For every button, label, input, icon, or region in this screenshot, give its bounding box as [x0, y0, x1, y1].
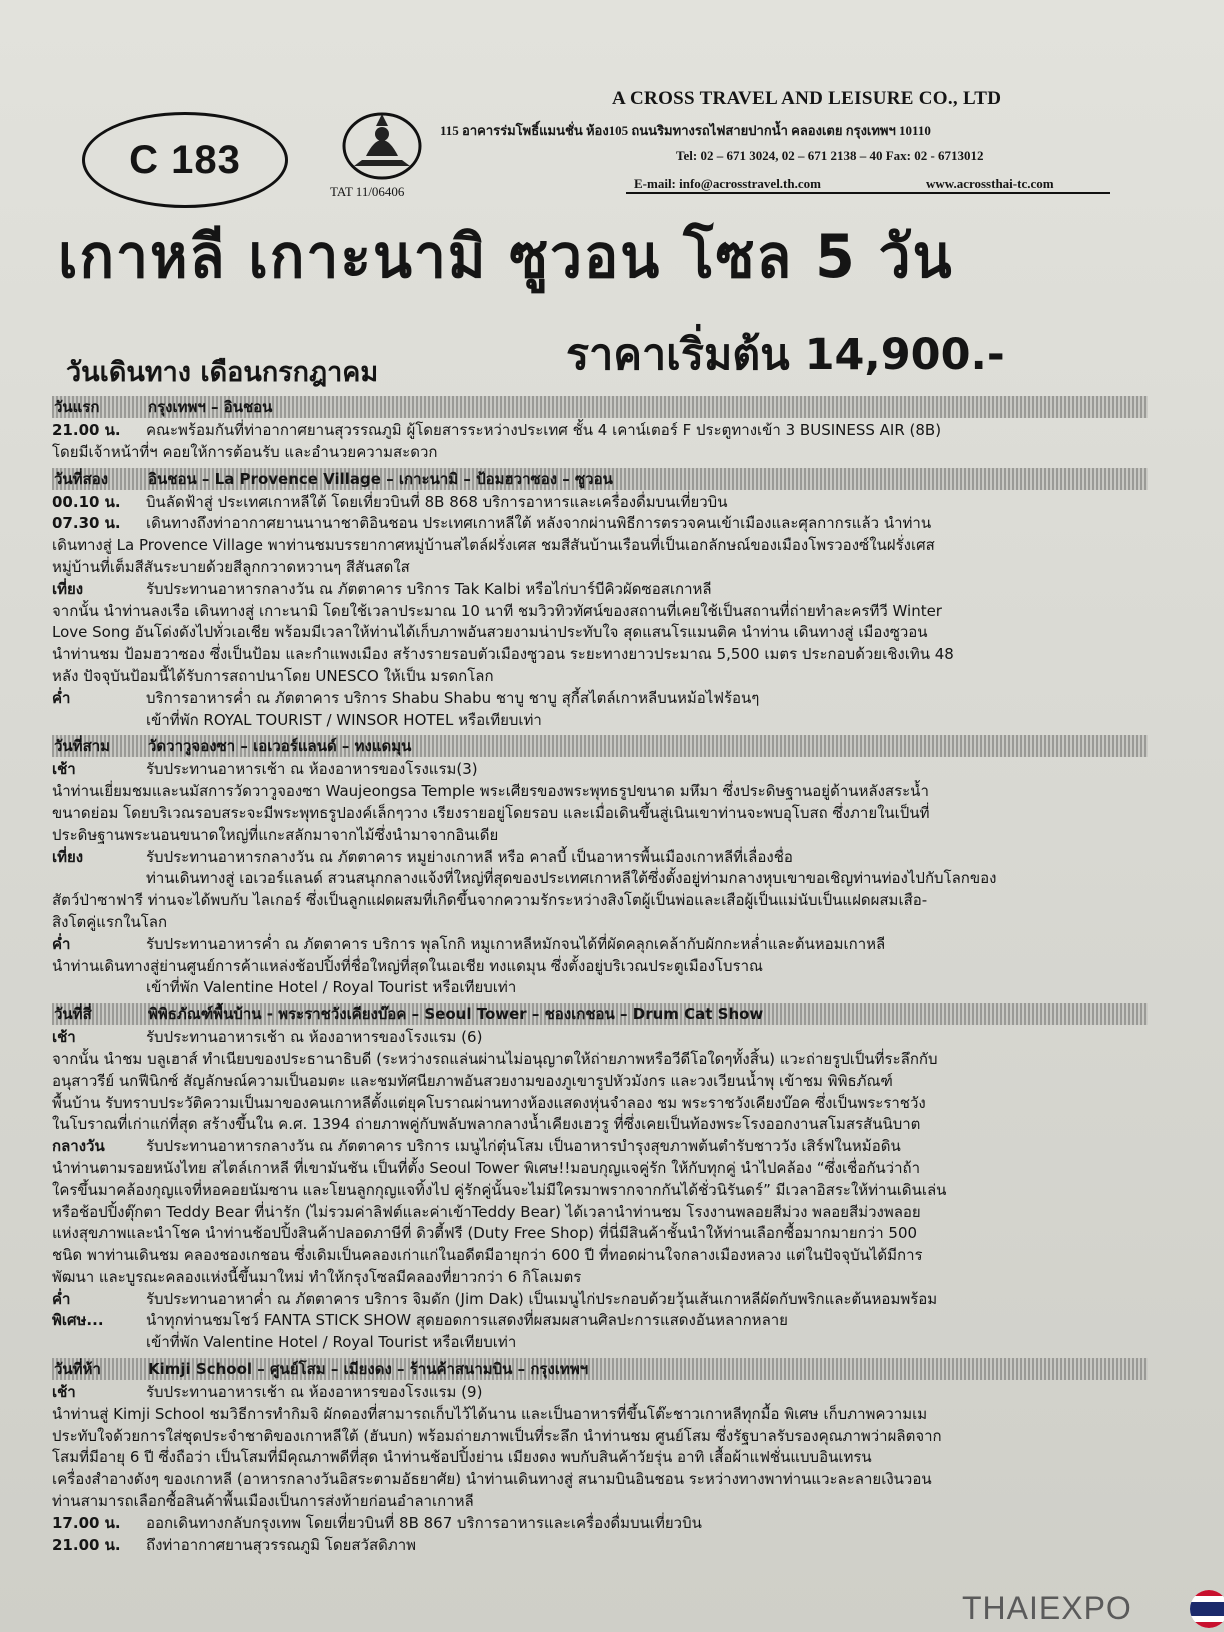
time-label: กลางวัน: [52, 1137, 105, 1156]
line-text: โดยมีเจ้าหน้าที่ฯ คอยให้การต้อนรับ และอำนวยความสะดวก: [52, 442, 438, 461]
line-text: หรือช้อปปิ้งตุ๊กตา Teddy Bear ที่น่ารัก (ไม่รวมค่าลิฟต์และค่าเข้าTeddy Bear) ได้เวลานำท่านชม โรงงานพลอยสีม่วง พลอยสีม่วงพลอย: [52, 1202, 921, 1221]
time-label: 21.00 น.: [52, 421, 121, 439]
time-label: พิเศษ...: [52, 1311, 104, 1330]
line-text: รับประทานอาหารเช้า ณ ห้องอาหารของโรงแรม(3): [146, 760, 478, 779]
line-text: ประดิษฐานพระนอนขนาดใหญ่ที่แกะสลักมาจากไม้ซึ่งนำมาจากอินเดีย: [52, 825, 499, 844]
itinerary-line: [52, 1332, 1148, 1354]
itinerary-line: [52, 1202, 1148, 1224]
line-text: รับประทานอาหารค่ำ ณ ภัตตาคาร บริการ พุลโกกิ หมูเกาหลีหมักจนได้ที่ผัดคลุกเคล้ากับผักกะหล่ำและต้นหอมเกาหลี: [146, 934, 886, 953]
line-text: นำท่านเดินทางสู่ย่านศูนย์การค้าแหล่งช้อปปิ้งที่ชื่อใหญ่ที่สุดในเอเชีย ทงแดมุน ซึ่งตั้งอยู่บริเวณประตูเมืองโบราณ: [52, 956, 763, 975]
day-route: วัดวาวูจองซา – เอเวอร์แลนด์ – ทงแดมุน: [148, 737, 412, 756]
line-text: นำท่านชม ป้อมฮวาซอง ซึ่งเป็นป้อม และกำแพงเมือง สร้างรายรอบตัวเมืองซูวอน ระยะทางยาวประมาณ 5,500 เมตร ประกอบด้วยเชิงเทิน 48: [52, 645, 954, 664]
line-text: ถึงท่าอากาศยานสุวรรณภูมิ โดยสวัสดิภาพ: [146, 1535, 417, 1554]
line-text: จากนั้น นำชม บลูเฮาส์ ทำเนียบของประธานาธิบดี (ระหว่างรถแล่นผ่านไม่อนุญาตให้ถ่ายภาพหรือวีดีโอใดๆทั้งสิ้น) แวะถ่ายรูปเป็นที่ระลึกกับ: [52, 1049, 938, 1068]
itinerary-line: [52, 1513, 1148, 1535]
itinerary-line: [52, 557, 1148, 579]
line-text: รับประทานอาหาค่ำ ณ ภัตตาคาร บริการ จิมดัก (Jim Dak) เป็นเมนูไก่ประกอบด้วยวุ้นเส้นเกาหลีผัดกับพริกและต้นหอมพร้อม: [146, 1289, 938, 1308]
line-text: สัตว์ป่าซาฟารี ท่านจะได้พบกับ ไลเกอร์ ซึ่งเป็นลูกแฝดผสมที่เกิดขึ้นจากความรักระหว่างสิงโตผู้เป็นพ่อและเสือผู้เป็นแม่นับเป็นแฝดผสมเสือ-: [52, 891, 928, 910]
line-text: ท่านสามารถเลือกซื้อสินค้าพื้นเมืองเป็นการส่งท้ายก่อนอำลาเกาหลี: [52, 1492, 474, 1511]
day-header: [52, 1003, 1148, 1025]
company-address: 115 อาคารร่มโพธิ์แมนชั่น ห้อง105 ถนนริมทางรถไฟสายปากน้ำ คลองเตย กรุงเทพฯ 10110: [440, 123, 931, 138]
thai-flag-icon: [1190, 1590, 1224, 1628]
itinerary-line: [52, 644, 1148, 666]
day-name: วันที่สอง: [54, 469, 109, 488]
line-text: เครื่องสำอางดังๆ ของเกาหลี (อาหารกลางวันอิสระตามอัธยาศัย) นำท่านเดินทางสู่ สนามบินอินชอน ระหว่างทางพาท่านแวะละลายเงินวอน: [52, 1470, 932, 1489]
itinerary-line: [52, 934, 1148, 956]
itinerary-line: [52, 442, 1148, 464]
tour-title: เกาหลี เกาะนามิ ซูวอน โซล 5 วัน: [58, 222, 954, 292]
itinerary-line: [52, 1426, 1148, 1448]
day-route: พิพิธภัณฑ์พื้นบ้าน - พระราชวังเคียงบ๊อค – Seoul Tower – ชองเกชอน – Drum Cat Show: [148, 1005, 764, 1024]
itinerary-line: [52, 1158, 1148, 1180]
time-label: เช้า: [52, 1028, 76, 1047]
itinerary-line: [52, 1289, 1148, 1311]
line-text: รับประทานอาหารกลางวัน ณ ภัตตาคาร บริการ Tak Kalbi หรือไก่บาร์บีคิวผัดซอสเกาหลี: [146, 579, 712, 598]
itinerary-line: [52, 977, 1148, 999]
time-label: 17.00 น.: [52, 1513, 121, 1532]
line-text: นำทุกท่านชมโชว์ FANTA STICK SHOW สุดยอดการแสดงที่ผสมผสานศิลปะการแสดงอันหลากหลาย: [146, 1311, 788, 1330]
itinerary-line: [52, 1180, 1148, 1202]
itinerary-line: [52, 890, 1148, 912]
day-name: วันที่ห้า: [54, 1360, 101, 1379]
day-header: [52, 735, 1148, 757]
line-text: พื้นบ้าน รับทราบประวัติความเป็นมาของคนเกาหลีตั้งแต่ยุคโบราณผ่านทางห้องแสดงหุ่นจำลอง ชม พระราชวังเคียงบ๊อค ซึ่งเป็นพระราชวัง: [52, 1093, 926, 1112]
itinerary-line: [52, 492, 1148, 514]
line-text: รับประทานอาหารกลางวัน ณ ภัตตาคาร หมูย่างเกาหลี หรือ คาลบี้ เป็นอาหารพื้นเมืองเกาหลีที่เลื่องชื่อ: [146, 847, 793, 866]
line-text: นำท่านสู่ Kimji School ชมวิธีการทำกิมจิ ผักดองที่สามารถเก็บไว้ได้นาน และเป็นอาหารที่ขึ้นโต๊ะชาวเกาหลีทุกมื้อ พิเศษ เก็บภาพความเม: [52, 1404, 928, 1423]
time-label: ค่ำ: [52, 1289, 71, 1308]
line-text: รับประทานอาหารเช้า ณ ห้องอาหารของโรงแรม (9): [146, 1383, 483, 1402]
time-label: ค่ำ: [52, 688, 71, 707]
line-text: Love Song อันโด่งดังไปทั่วเอเชีย พร้อมมีเวลาให้ท่านได้เก็บภาพอันสวยงามน่าประทับใจ สุดแสนโรแมนติค นำท่าน เดินทางสู่ เมืองซูวอน: [52, 623, 928, 642]
line-text: เข้าที่พัก ROYAL TOURIST / WINSOR HOTEL หรือเทียบเท่า: [146, 710, 542, 729]
itinerary-line: [52, 781, 1148, 803]
itinerary-line: [52, 1114, 1148, 1136]
itinerary-line: [52, 1382, 1148, 1404]
line-text: ในโบราณที่เก่าแก่ที่สุด สร้างขึ้นใน ค.ศ. 1394 ถ่ายภาพคู่กับพลับพลากลางน้ำเคียงเฮวรู ที่ซึ่งเคยเป็นท้องพระโรงออกงานสโมสรสันนิบาต: [52, 1115, 921, 1134]
line-text: อนุสาวรีย์ นกฟีนิกซ์ สัญลักษณ์ความเป็นอมตะ และชมทัศนียภาพอันสวยงามของภูเขารูปหัวมังกร และวงเวียนน้ำพุ เข้าชม พิพิธภัณฑ์: [52, 1071, 893, 1090]
itinerary-line: [52, 1447, 1148, 1469]
itinerary-line: [52, 1071, 1148, 1093]
day-header: [52, 468, 1148, 490]
day-header: [52, 396, 1148, 418]
itinerary-line: [52, 513, 1148, 535]
itinerary-line: [52, 1267, 1148, 1289]
day-name: วันที่สาม: [54, 737, 111, 756]
line-text: เดินทางสู่ La Provence Village พาท่านชมบรรยากาศหมู่บ้านสไตล์ฝรั่งเศส ชมสีสันบ้านเรือนที่เป็นเอกลักษณ์ของเมืองโพรวองซ์ในฝรั่งเศส: [52, 536, 935, 555]
time-label: เช้า: [52, 760, 76, 779]
time-label: เที่ยง: [52, 847, 84, 866]
itinerary-line: [52, 1245, 1148, 1267]
line-text: หมู่บ้านที่เต็มสีสันระบายด้วยสีลูกกวาดหวานๆ สีสันสดใส: [52, 557, 410, 576]
company-name: A CROSS TRAVEL AND LEISURE CO., LTD: [612, 88, 1002, 109]
itinerary-line: [52, 1535, 1148, 1557]
day-route: กรุงเทพฯ – อินชอน: [148, 398, 273, 416]
day-route: อินชอน – La Provence Village – เกาะนามิ – ป้อมฮวาซอง – ซูวอน: [148, 469, 613, 488]
day-header: [52, 1358, 1148, 1380]
time-label: ค่ำ: [52, 934, 71, 953]
itinerary-line: [52, 956, 1148, 978]
tour-code-badge: [82, 112, 288, 208]
tour-code: C 183: [129, 137, 241, 182]
line-text: เดินทางถึงท่าอากาศยานนานาชาติอินชอน ประเทศเกาหลีใต้ หลังจากผ่านพิธีการตรวจคนเข้าเมืองและศุลกากรแล้ว นำท่าน: [146, 514, 932, 533]
itinerary: [52, 392, 1148, 1556]
line-text: รับประทานอาหารเช้า ณ ห้องอาหารของโรงแรม (6): [146, 1028, 483, 1047]
line-text: นำท่านเยี่ยมชมและนมัสการวัดวาวูจองซา Waujeongsa Temple พระเศียรของพระพุทธรูปขนาด มหึมา ซึ่งประดิษฐานอยู่ด้านหลังสระน้ำ: [52, 782, 929, 801]
line-text: โสมที่มีอายุ 6 ปี ซึ่งถือว่า เป็นโสมที่มีคุณภาพดีที่สุด นำท่านช้อปปิ้งย่าน เมียงดง พบกับสินค้าวัยรุ่น อาทิ เสื้อผ้าแฟชั่นแบบอินเทรน: [52, 1448, 872, 1467]
departure-month: วันเดินทาง เดือนกรกฎาคม: [66, 357, 379, 388]
watermark: THAIEXPO: [962, 1590, 1132, 1626]
line-text: ท่านเดินทางสู่ เอเวอร์แลนด์ สวนสนุกกลางแจ้งที่ใหญ่ที่สุดของประเทศเกาหลีใต้ซึ่งตั้งอยู่ท่ามกลางหุบเขาขอเชิญท่านท่องไปกับโลกของ: [146, 869, 997, 888]
line-text: บินลัดฟ้าสู่ ประเทศเกาหลีใต้ โดยเที่ยวบินที่ 8B 868 บริการอาหารและเครื่องดื่มบนเที่ยวบิน: [146, 492, 728, 511]
itinerary-line: [52, 868, 1148, 890]
day-name: วันแรก: [54, 398, 100, 416]
line-text: ชนิด พาท่านเดินชม คลองชองเกชอน ซึ่งเดิมเป็นคลองเก่าแก่ในอดีตมีอายุกว่า 600 ปี ที่ทอดผ่านใจกลางเมืองหลวง แต่ในปัจจุบันได้มีการ: [52, 1246, 923, 1265]
day-name: วันที่สี่: [54, 1005, 92, 1024]
time-label: 07.30 น.: [52, 514, 121, 533]
itinerary-line: [52, 1404, 1148, 1426]
line-text: พัฒนา และบูรณะคลองแห่งนี้ขึ้นมาใหม่ ทำให้กรุงโซลมีคลองที่ยาวกว่า 6 กิโลเมตร: [52, 1267, 582, 1286]
company-phone: Tel: 02 – 671 3024, 02 – 671 2138 – 40 Fax: 02 - 6713012: [676, 148, 984, 163]
itinerary-line: [52, 420, 1148, 442]
line-text: หลัง ปัจจุบันป้อมนี้ได้รับการสถาปนาโดย UNESCO ให้เป็น มรดกโลก: [52, 666, 494, 685]
tat-license: TAT 11/06406: [330, 184, 405, 199]
line-text: คณะพร้อมกันที่ท่าอากาศยานสุวรรณภูมิ ผู้โดยสารระหว่างประเทศ ชั้น 4 เคาน์เตอร์ F ประตูทางเข้า 3 BUSINESS AIR (8B): [146, 421, 942, 439]
starting-price: ราคาเริ่มต้น 14,900.-: [566, 330, 1005, 380]
company-email: E-mail: info@acrosstravel.th.com: [634, 176, 821, 191]
itinerary-line: [52, 622, 1148, 644]
line-text: บริการอาหารค่ำ ณ ภัตตาคาร บริการ Shabu Shabu ชาบู ชาบู สุกี้สไตล์เกาหลีบนหม้อไฟร้อนๆ: [146, 688, 760, 707]
day-route: Kimji School – ศูนย์โสม – เมียงดง – ร้านค้าสนามบิน – กรุงเทพฯ: [148, 1360, 589, 1379]
itinerary-line: [52, 1491, 1148, 1513]
line-text: นำท่านตามรอยหนังไทย สไตล์เกาหลี ที่เขามันชัน เป็นที่ตั้ง Seoul Tower พิเศษ!!มอบกุญแจคู่รัก ให้กับทุกคู่ นำไปคล้อง “ซึ่งเชื่อกันว่าถ้า: [52, 1158, 921, 1177]
line-text: ออกเดินทางกลับกรุงเทพ โดยเที่ยวบินที่ 8B 867 บริการอาหารและเครื่องดื่มบนเที่ยวบิน: [146, 1513, 702, 1532]
itinerary-line: [52, 666, 1148, 688]
time-label: เช้า: [52, 1383, 76, 1402]
itinerary-line: [52, 710, 1148, 732]
line-text: สิงโตคู่แรกในโลก: [52, 912, 168, 931]
line-text: แห่งสุขภาพและนำโชค นำท่านช้อปปิ้งสินค้าปลอดภาษีที่ ดิวตี้ฟรี (Duty Free Shop) ที่นี่มีสินค้าชั้นนำให้ท่านเลือกซื้อมากมายกว่า 500: [52, 1224, 918, 1243]
itinerary-line: [52, 535, 1148, 557]
itinerary-line: [52, 825, 1148, 847]
company-logo-icon: [336, 104, 428, 184]
time-label: 00.10 น.: [52, 492, 121, 511]
line-text: ขนาดย่อม โดยบริเวณรอบสระจะมีพระพุทธรูปองค์เล็กๆวาง เรียงรายอยู่โดยรอบ และเมื่อเดินขึ้นสู่เนินเขาท่านจะพบอุโบสถ ซึ่งภายในเป็นที่: [52, 803, 930, 822]
itinerary-line: [52, 688, 1148, 710]
line-text: ประทับใจด้วยการใส่ชุดประจำชาติของเกาหลีใต้ (ฮันบก) พร้อมถ่ายภาพเป็นที่ระลึก นำท่านชม ศูนย์โสม ซึ่งรัฐบาลรับรองคุณภาพว่าผลิตจาก: [52, 1426, 942, 1445]
header-divider: [626, 192, 1110, 194]
line-text: เข้าที่พัก Valentine Hotel / Royal Tourist หรือเทียบเท่า: [146, 1333, 517, 1352]
itinerary-line: [52, 803, 1148, 825]
itinerary-line: [52, 1027, 1148, 1049]
line-text: เข้าที่พัก Valentine Hotel / Royal Tourist หรือเทียบเท่า: [146, 978, 517, 997]
itinerary-line: [52, 1049, 1148, 1071]
itinerary-line: [52, 579, 1148, 601]
itinerary-line: [52, 1093, 1148, 1115]
time-label: เที่ยง: [52, 579, 84, 598]
itinerary-line: [52, 847, 1148, 869]
line-text: ใครขึ้นมาคล้องกุญแจที่หอคอยนัมซาน และโยนลูกกุญแจทิ้งไป คู่รักคู่นั้นจะไม่มีใครมาพรากจากกันได้ชั่วนิรันดร์” มีเวลาอิสระให้ท่านเดินเล่น: [52, 1180, 947, 1199]
line-text: จากนั้น นำท่านลงเรือ เดินทางสู่ เกาะนามิ โดยใช้เวลาประมาณ 10 นาที ชมวิวทิวทัศน์ของสถานที่เคยใช้เป็นสถานที่ถ่ายทำละครทีวี Winter: [52, 601, 942, 620]
itinerary-line: [52, 1469, 1148, 1491]
itinerary-line: [52, 1223, 1148, 1245]
company-website: www.acrossthai-tc.com: [926, 176, 1054, 191]
itinerary-line: [52, 601, 1148, 623]
itinerary-line: [52, 1310, 1148, 1332]
line-text: รับประทานอาหารกลางวัน ณ ภัตตาคาร บริการ เมนูไก่ตุ๋นโสม เป็นอาหารบำรุงสุขภาพต้นตำรับชาววัง เสิร์ฟในหม้อดิน: [146, 1137, 901, 1156]
itinerary-line: [52, 759, 1148, 781]
time-label: 21.00 น.: [52, 1535, 121, 1554]
itinerary-line: [52, 1136, 1148, 1158]
itinerary-line: [52, 912, 1148, 934]
